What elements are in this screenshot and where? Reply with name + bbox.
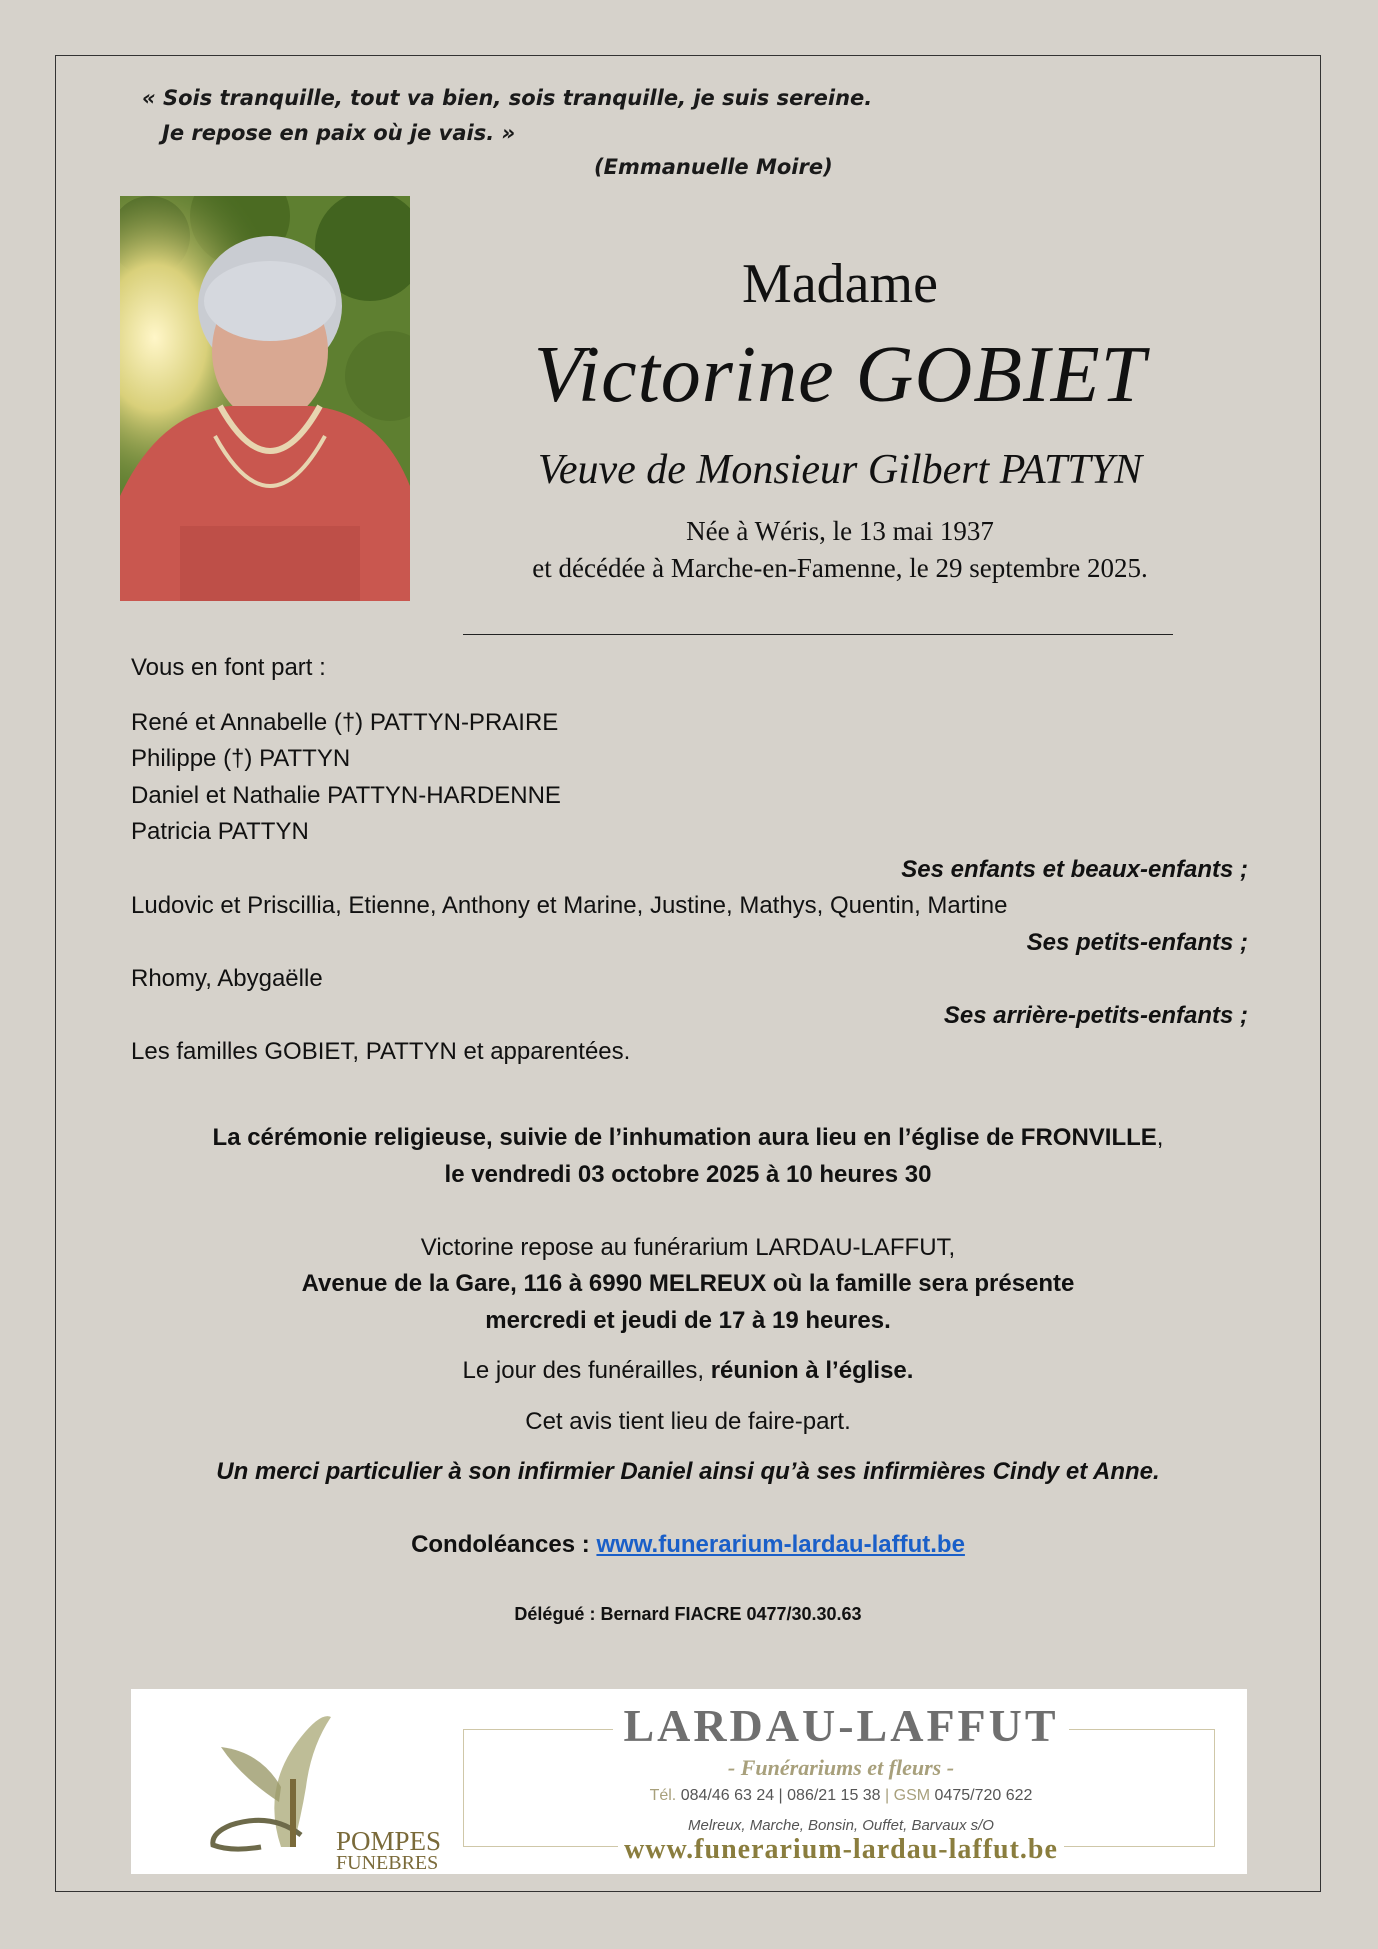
children-label: Ses enfants et beaux-enfants ;	[901, 856, 1248, 883]
great-grandchildren-label: Ses arrière-petits-enfants ;	[943, 1002, 1248, 1029]
death-line: et décédée à Marche-en-Famenne, le 29 septembre 2025.	[532, 553, 1148, 583]
condolences-link[interactable]: www.funerarium-lardau-laffut.be	[596, 1531, 965, 1558]
ceremony-location: La cérémonie religieuse, suivie de l’inhumation aura lieu en l’église de FRONVILLE	[212, 1124, 1157, 1151]
birth-line: Née à Wéris, le 13 mai 1937	[686, 516, 994, 546]
ceremony-line-1	[55, 1124, 1321, 1152]
ceremony-comma: ,	[1156, 1124, 1164, 1151]
thanks-line: Un merci particulier à son infirmier Daniel ainsi qu’à ses infirmières Cindy et Anne.	[216, 1458, 1160, 1485]
spouse-line: Veuve de Monsieur Gilbert PATTYN	[537, 447, 1143, 493]
great-grandchildren-line: Rhomy, Abygaëlle	[131, 965, 323, 992]
condolences-line	[55, 1531, 1321, 1559]
condolences-label: Condoléances :	[411, 1531, 597, 1558]
quote-line-2: Je repose en paix où je vais. »	[162, 121, 516, 145]
child-line: Daniel et Nathalie PATTYN-HARDENNE	[131, 782, 561, 809]
phone-separator: |	[885, 1787, 890, 1804]
funeral-day-meeting: réunion à l’église.	[710, 1357, 914, 1384]
ceremony-line-2: le vendredi 03 octobre 2025 à 10 heures 30	[444, 1161, 932, 1188]
quote-line-1: « Sois tranquille, tout va bien, sois tranquille, je suis sereine.	[142, 86, 873, 110]
gsm-number: 0475/720 622	[934, 1787, 1033, 1804]
grandchildren-label: Ses petits-enfants ;	[1026, 929, 1248, 956]
notice-line: Cet avis tient lieu de faire-part.	[525, 1408, 851, 1435]
divider	[463, 634, 1173, 635]
logo-text-pompes: POMPES	[336, 1826, 442, 1856]
child-line: René et Annabelle (†) PATTYN-PRAIRE	[131, 709, 559, 736]
logo-text-funebres: FUNEBRES	[336, 1852, 439, 1874]
visitation-line-3: mercredi et jeudi de 17 à 19 heures.	[485, 1307, 891, 1334]
company-website	[471, 1834, 1211, 1866]
visitation-line-2: Avenue de la Gare, 116 à 6990 MELREUX où la famille sera présente	[301, 1270, 1075, 1297]
delegate-line: Délégué : Bernard FIACRE 0477/30.30.63	[514, 1604, 862, 1624]
family-intro: Vous en font part :	[131, 654, 326, 681]
funeral-day-line	[55, 1357, 1321, 1385]
company-name-text: LARDAU-LAFFUT	[613, 1700, 1068, 1751]
funeral-home-banner	[131, 1689, 1247, 1874]
company-phones	[471, 1787, 1211, 1805]
families-line: Les familles GOBIET, PATTYN et apparentées.	[131, 1038, 631, 1065]
tel-numbers: 084/46 63 24 | 086/21 15 38	[680, 1787, 881, 1804]
company-website-text: www.funerarium-lardau-laffut.be	[618, 1834, 1064, 1865]
visitation-line-1: Victorine repose au funérarium LARDAU-LAFFUT,	[420, 1234, 956, 1261]
funeral-day-prefix: Le jour des funérailles,	[462, 1357, 711, 1384]
gsm-label: GSM	[893, 1787, 931, 1804]
honorific: Madame	[742, 253, 938, 315]
deceased-name: Victorine GOBIET	[533, 331, 1147, 419]
child-line: Philippe (†) PATTYN	[131, 745, 351, 772]
child-line: Patricia PATTYN	[131, 818, 309, 845]
grandchildren-line: Ludovic et Priscillia, Etienne, Anthony et Marine, Justine, Mathys, Quentin, Martine	[131, 892, 1008, 919]
tel-label: Tél.	[649, 1787, 677, 1804]
portrait-photo	[120, 196, 410, 601]
company-subtitle: - Funérariums et fleurs -	[727, 1755, 955, 1780]
company-towns: Melreux, Marche, Bonsin, Ouffet, Barvaux s/O	[688, 1817, 994, 1834]
company-name	[471, 1699, 1211, 1752]
pompes-funebres-logo	[201, 1707, 442, 1874]
quote-author: (Emmanuelle Moire)	[594, 155, 833, 179]
